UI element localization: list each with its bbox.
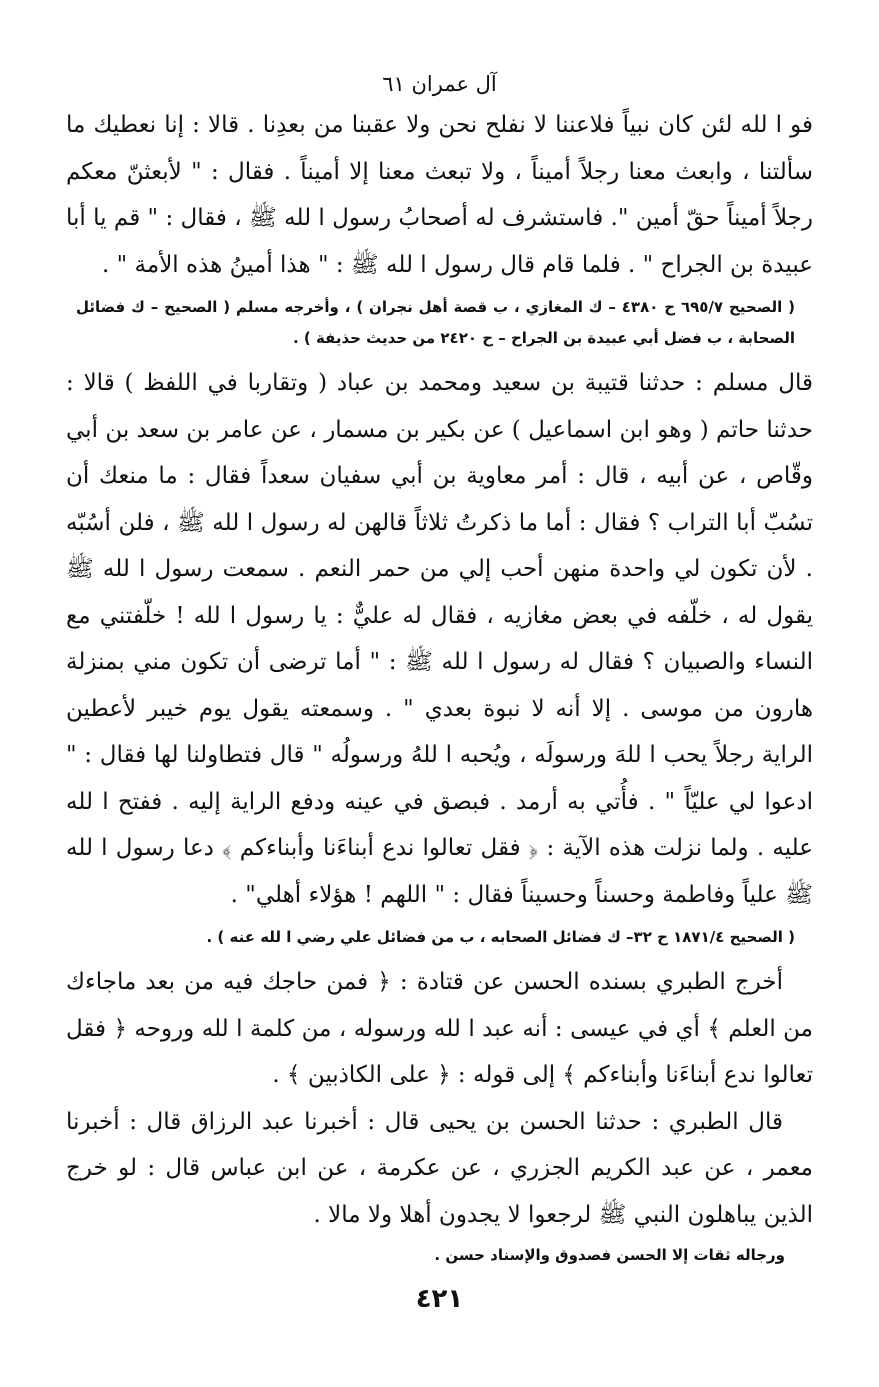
running-title: آل عمران ٦١ — [382, 72, 497, 96]
reference-note: ( الصحيح ١٨٧١/٤ ح ٣٢– ك فضائل الصحابه ، ب من فضائل علي رضي ا لله عنه ) . — [206, 928, 795, 946]
isnad-grading-note: ورجاله ثقات إلا الحسن فصدوق والإسناد حسن . — [434, 1246, 785, 1264]
reference-note: ( الصحيح ٦٩٥/٧ ح ٤٣٨٠ – ك المغازي ، ب قصة أهل نجران ) ، وأخرجه مسلم ( الصحيح – ك فضائل الصحابة ، ب فضل أبي عبيدة بن الجراح – ح ٢٤٢٠ من حديث حذيفة ) . — [76, 298, 795, 347]
paragraph-muslim-hadith: قال مسلم : حدثنا قتيبة بن سعيد ومحمد بن عباد ( وتقاربا في اللفظ ) قالا : حدثنا حاتم ( وهو ابن اسماعيل ) عن بكير بن مسمار ، عن عامر بن سعد بن أبي وقّاص ، عن أبيه ، قال : أمر معاوية بن أبي سفيان سعداً فقال : ما منعك أن تسُبّ أبا التراب ؟ فقال : أما ما ذكرتُ ثلاثاً قالهن له رسول ا لله ﷺ ، فلن أسُبّه . لأن تكون لي واحدة منهن أحب إلي من حمر النعم . سمعت رسول ا لله ﷺ يقول له ، خلّفه في بعض مغازيه ، فقال له عليٌّ : يا رسول ا لله ! خلّفتني مع النساء والصبيان ؟ فقال له رسول ا لله ﷺ : " أما ترضى أن تكون مني بمنزلة هارون من موسى . إلا أنه لا نبوة بعدي " . وسمعته يقول يوم خيبر لأعطين الراية رجلاً يحب ا للهَ ورسولَه ، ويُحبه ا للهُ ورسولُه " قال فتطاولنا لها فقال : " ادعوا لي عليّاً " . فأُتي به أرمد . فبصق في عينه ودفع الراية إليه . ففتح ا لله عليه . ولما نزلت هذه الآية : ﴿ فقل تعالوا ندع أبناءَنا وأبناءكم ﴾ دعا رسول ا لله ﷺ علياً وفاطمة وحسناً وحسيناً فقال : " اللهم ! هؤلاء أهلي" . — [66, 370, 813, 908]
paragraph-tabari-qatada: أخرج الطبري بسنده الحسن عن قتادة : ﴿ فمن حاجك فيه من بعد ماجاءك من العلم ﴾ أي في عيسى : أنه عبد ا لله ورسوله ، من كلمة ا لله وروحه ﴿ فقل تعالوا ندع أبناءَنا وأبناءكم ﴾ إلى قوله : ﴿ على الكاذبين ﴾ . — [66, 969, 813, 1088]
paragraph-tabari-ibn-abbas: قال الطبري : حدثنا الحسن بن يحيى قال : أخبرنا عبد الرزاق قال : أخبرنا معمر ، عن عبد الكريم الجزري ، عن عكرمة ، عن ابن عباس قال : لو خرج الذين يباهلون النبي ﷺ لرجعوا لا يجدون أهلا ولا مالا . — [66, 1108, 813, 1228]
paragraph-najran-story: فو ا لله لئن كان نبياً فلاعننا لا نفلح نحن ولا عقبنا من بعدِنا . قالا : إنا نعطيك ما سألتنا ، وابعث معنا رجلاً أميناً ، ولا تبعث معنا إلا أميناً . فقال : " لأبعثنّ معكم رجلاً أميناً حقّ أمين ". فاستشرف له أصحابُ رسول ا لله ﷺ ، فقال : " قم يا أبا عبيدة بن الجراح " . فلما قام قال رسول ا لله ﷺ : " هذا أمينُ هذه الأمة " . — [66, 112, 813, 278]
page-number: ٤٢١ — [415, 1284, 464, 1314]
